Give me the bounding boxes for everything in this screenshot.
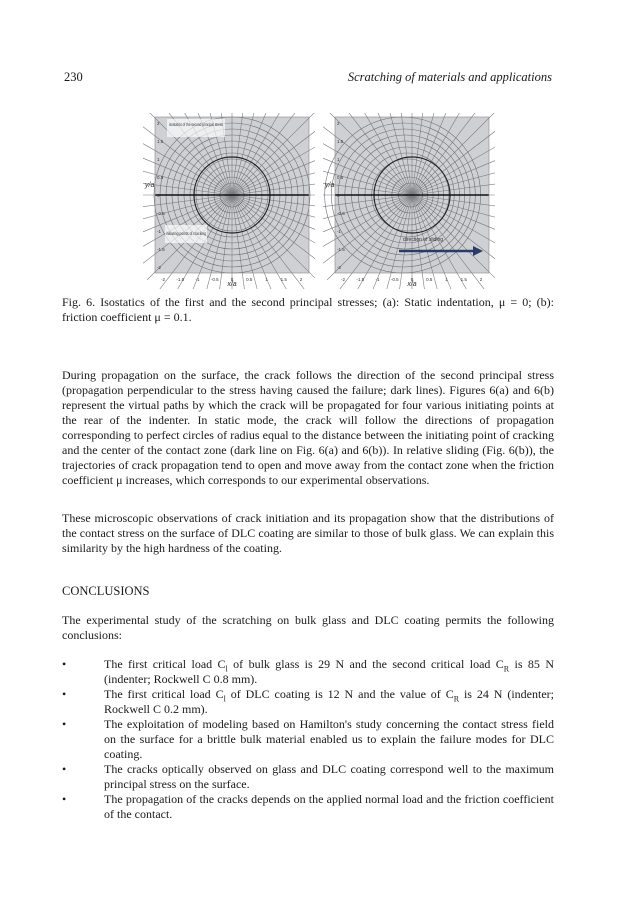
x-tick-label: -2 (340, 277, 346, 282)
list-item: • The first critical load $C_l$ of bulk glass is 29 N and the second critical load $C_R$ is 85 N (indenter; Rockwell C 0.8 mm). (62, 657, 554, 686)
x-axis-label: x/a (407, 281, 417, 288)
body-paragraph-2: These microscopic observations of crack initiation and its propagation show that the distributions of the contact stress on the surface of DLC coating are similar to those of bulk glass. We can explain this similarity by the high hardness of the coating. (62, 511, 554, 555)
x-tick-label: 2 (299, 277, 303, 282)
bullet-marker: • (62, 657, 67, 671)
bullet-marker: • (62, 792, 67, 806)
x-tick-label: -2 (160, 277, 166, 282)
y-tick-label: 2 (157, 121, 160, 126)
y-tick-label: -1 (337, 229, 342, 234)
y-axis-label: y/a (325, 182, 335, 189)
figure-panel-b (323, 113, 495, 289)
bullet-marker: • (62, 762, 67, 776)
y-tick-label: -0.5 (157, 211, 165, 216)
x-axis-label: x/a (227, 281, 237, 288)
figure-panel-a (143, 113, 315, 289)
x-tick-label: -1 (195, 277, 200, 282)
x-tick-label: -0.5 (210, 277, 219, 282)
annotation-initiating-points: initiating points of cracking (166, 231, 207, 236)
page-number: 230 (64, 70, 83, 84)
section-heading-conclusions: CONCLUSIONS (62, 584, 150, 598)
y-tick-label: 0.5 (337, 175, 344, 180)
y-tick-label: -1.5 (157, 247, 165, 252)
y-tick-label: 1.5 (337, 139, 344, 144)
y-tick-label: 2 (337, 121, 340, 126)
y-tick-label: 0 (337, 193, 340, 198)
annotation-isostatics: isostatics of the second principal stress (169, 122, 224, 127)
body-paragraph-1: During propagation on the surface, the crack follows the direction of the second principal stress (propagation perpendicular to the stress having caused the failure; dark lines). Figures 6(a) and 6(b) represent the virtual paths by which the crack will be propagated for four various initiating points at the rear of the indenter. In static mode, the crack will follow the directions of propagation corresponding to perfect circles of radius equal to the distance between the initiating point of cracking and the center of the contact zone (dark line on Fig. 6(a) and 6(b)). In relative sliding (Fig. 6(b)), the trajectories of crack propagation tend to open and move away from the contact zone when the friction coefficient μ increases, which corresponds to our experimental observations. (62, 368, 554, 487)
list-item: • The first critical load $C_l$ of DLC coating is 12 N and the value of $C_R$ is 24 N (indenter; Rockwell C 0.2 mm). (62, 687, 554, 716)
y-tick-label: 1.5 (157, 139, 164, 144)
y-tick-label: 1 (157, 157, 160, 162)
figure-6 (143, 113, 495, 289)
y-tick-label: -1 (157, 229, 162, 234)
x-tick-label: 1.5 (280, 277, 287, 282)
x-tick-label: 1 (265, 277, 268, 282)
list-item: • The cracks optically observed on glass and DLC coating correspond well to the maximum principal stress on the surface. (62, 762, 554, 791)
y-tick-label: 0.5 (157, 175, 164, 180)
isostatics-plot-a (143, 113, 315, 289)
conclusions-intro: The experimental study of the scratching on bulk glass and DLC coating permits the following conclusions: (62, 613, 554, 642)
y-axis-label: y/a (145, 182, 155, 189)
list-item: • The propagation of the cracks depends on the applied normal load and the friction coefficient of the contact. (62, 792, 554, 821)
y-tick-label: 1 (337, 157, 340, 162)
x-tick-label: 0.5 (246, 277, 253, 282)
y-tick-label: -2 (157, 265, 162, 270)
x-tick-label: -1.5 (176, 277, 185, 282)
list-item: • The exploitation of modeling based on Hamilton's study concerning the contact stress field on the surface for a brittle bulk material enabled us to explain the failure modes for DLC coating. (62, 717, 554, 761)
x-tick-label: 2 (479, 277, 483, 282)
running-title: Scratching of materials and applications (347, 70, 552, 84)
y-tick-label: -1.5 (337, 247, 345, 252)
x-tick-label: -1 (375, 277, 380, 282)
bullet-marker: • (62, 687, 67, 701)
bullet-marker: • (62, 717, 67, 731)
x-tick-label: 0.5 (426, 277, 433, 282)
x-tick-label: -1.5 (356, 277, 365, 282)
x-tick-label: -0.5 (390, 277, 399, 282)
y-tick-label: 0 (157, 193, 160, 198)
isostatics-plot-b (323, 113, 495, 289)
x-tick-label: 0 (230, 277, 234, 282)
figure-caption: Fig. 6. Isostatics of the first and the second principal stresses; (a): Static indentation, μ = 0; (b): friction coefficient μ = 0.1. (62, 295, 554, 324)
conclusions-list (62, 657, 554, 822)
x-tick-label: 0 (410, 277, 414, 282)
annotation-sliding-direction: direction of sliding (402, 237, 444, 243)
x-tick-label: 1.5 (460, 277, 467, 282)
x-tick-label: 1 (445, 277, 448, 282)
page-header (64, 70, 552, 86)
y-tick-label: -2 (337, 265, 342, 270)
y-tick-label: -0.5 (337, 211, 345, 216)
